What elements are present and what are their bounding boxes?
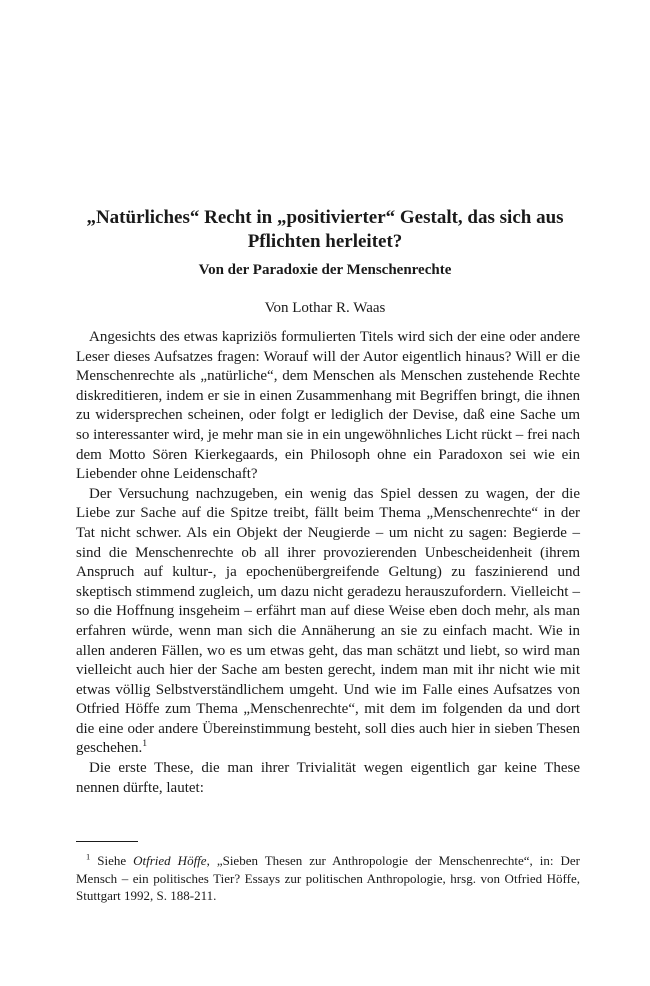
body-paragraph-3-text: Die erste These, die man ihrer Trivialität wegen eigentlich gar keine These nennen dürfte, lautet: <box>76 760 580 796</box>
footnote-reference: 1 <box>142 738 148 750</box>
article-body <box>76 328 580 798</box>
body-paragraph-2 <box>76 485 580 759</box>
article-title: „Natürliches“ Recht in „positivierter“ Gestalt, das sich aus Pflichten herleitet? <box>86 207 564 252</box>
body-paragraph-1 <box>76 328 580 485</box>
article-author: Von Lothar R. Waas <box>264 300 386 316</box>
footnote-number: 1 <box>86 851 91 862</box>
body-paragraph-3 <box>76 759 580 798</box>
footnote-cited-author: Otfried Höffe <box>133 853 207 868</box>
footnote-text-post: , „Sieben Thesen zur Anthropologie der Menschenrechte“, in: Der Mensch – ein politisches Tier? Essays zur politischen Anthropologie, hrsg. von Otfried Höffe, Stuttgart 1992, S. 188-211. <box>76 853 581 903</box>
footnote <box>76 852 580 905</box>
body-paragraph-1-text: Angesichts des etwas kapriziös formulierten Titels wird sich der eine oder andere Leser dieses Aufsatzes fragen: Worauf will der Autor eigentlich hinaus? Will er die Menschenrechte als „natürliche“, dem Menschen als Menschen zustehende Rechte diskreditieren, indem er sie in einen Zusammenhang mit Begriffen bringt, die ihnen zu widersprechen scheinen, oder folgt er lediglich der Devise, daß eine Sache um so interessanter wird, je mehr man sie in ein ungewöhnliches Licht rückt – frei nach dem Motto Sören Kierkegaards, ein Philosoph ohne ein Paradoxon sei wie ein Liebender ohne Leidenschaft? <box>76 329 580 483</box>
footnote-text-pre: Siehe <box>97 853 134 868</box>
body-paragraph-2-text: Der Versuchung nachzugeben, ein wenig das Spiel dessen zu wagen, der die Liebe zur Sache auf die Spitze treibt, fällt beim Thema „Menschenrechte“ in der Tat nicht schwer. Als ein Objekt der Neugierde – um nicht zu sagen: Begierde – sind die Menschenrechte ob all ihrer provozierenden Unbescheidenheit (ihrem Anspruch auf kultur-, ja epochenübergreifende Geltung) zu faszinierend und skeptisch stimmend zugleich, um dazu nicht geradezu herauszufordern. Vielleicht – so die Hoffnung insgeheim – erfährt man auf diese Weise eben doch mehr, als man erfahren würde, wenn man sich die Annäherung an sie zu einfach macht. Wie in allen anderen Fällen, wo es um etwas geht, das man schätzt und liebt, so wird man vielleicht auch hier der Sache am besten gerecht, indem man mit ihr nicht wie mit etwas völlig Selbstverständlichem umgeht. Und wie im Falle eines Aufsatzes von Otfried Höffe zum Thema „Menschenrechte“, mit dem im folgenden da und dort die eine oder andere Übereinstimmung besteht, soll dies auch hier in sieben Thesen geschehen. <box>76 485 580 757</box>
footnote-divider <box>76 841 138 842</box>
article-subtitle: Von der Paradoxie der Menschenrechte <box>198 262 452 278</box>
